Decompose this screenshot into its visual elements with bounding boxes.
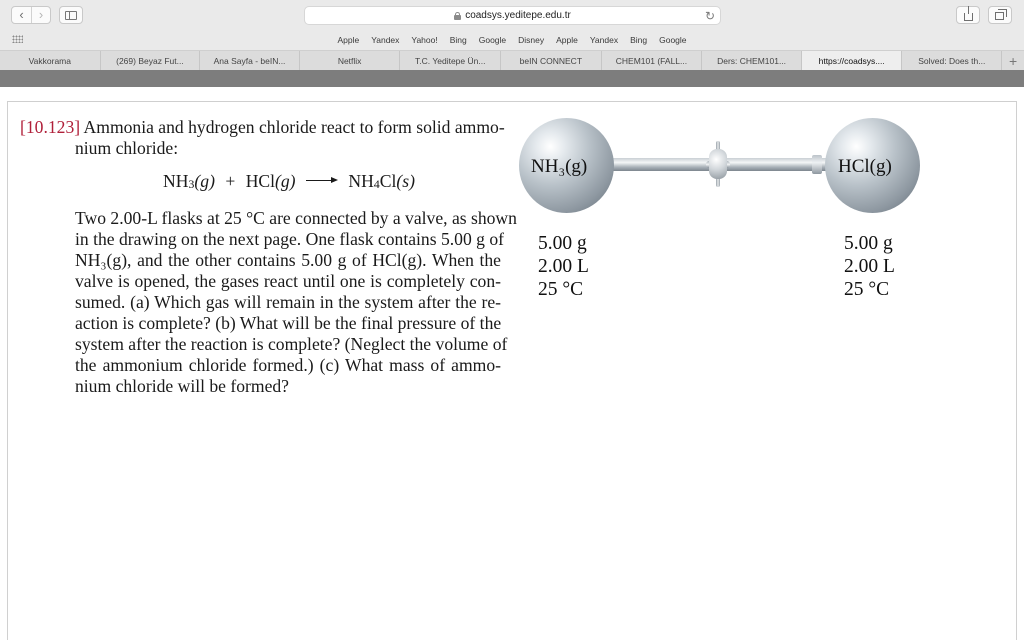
tab-bein-home[interactable]: Ana Sayfa - beIN... bbox=[200, 51, 300, 70]
page-top-strip bbox=[0, 70, 1024, 87]
problem-line: action is complete? (b) What will be the final pressure of the bbox=[75, 313, 502, 333]
equation-product-state: (s) bbox=[396, 171, 415, 191]
tab-yeditepe[interactable]: T.C. Yeditepe Ün... bbox=[400, 51, 501, 70]
bookmark-bing-2[interactable]: Bing bbox=[630, 34, 648, 45]
equation-reactant1: NH bbox=[163, 171, 189, 191]
flask-hcl-temp: 25 °C bbox=[844, 279, 890, 300]
problem-line: nium chloride will be formed? bbox=[75, 376, 289, 396]
flask-nh3-temp: 25 °C bbox=[538, 279, 584, 300]
problem-heading-line1: Ammonia and hydrogen chloride react to form solid ammo- bbox=[83, 117, 505, 137]
reaction-arrow-icon bbox=[306, 176, 338, 186]
bookmark-disney[interactable]: Disney bbox=[518, 34, 545, 45]
equation-product-tail: Cl bbox=[379, 171, 397, 191]
address-text: coadsys.yeditepe.edu.tr bbox=[465, 10, 571, 21]
flask-hcl-label: HCl(g) bbox=[838, 156, 892, 177]
bookmark-google[interactable]: Google bbox=[478, 34, 507, 45]
problem-number: [10.123] bbox=[20, 117, 81, 137]
flask-nh3-label: NH₃(g) bbox=[531, 156, 588, 177]
flask-nh3-mass: 5.00 g bbox=[538, 233, 587, 254]
navigation-buttons bbox=[11, 6, 51, 24]
equation-reactant2-state: (g) bbox=[275, 171, 296, 191]
chevron-right-icon[interactable]: › bbox=[31, 7, 50, 23]
tab-overview-icon bbox=[995, 12, 1004, 20]
bookmark-yandex-2[interactable]: Yandex bbox=[589, 34, 619, 45]
flask-hcl-mass: 5.00 g bbox=[844, 233, 893, 254]
bookmark-apple-2[interactable]: Apple bbox=[556, 34, 578, 45]
tab-solved[interactable]: Solved: Does th... bbox=[902, 51, 1002, 70]
problem-line: sumed. (a) Which gas will remain in the system after the re- bbox=[75, 292, 501, 312]
equation-reactant1-state: (g) bbox=[194, 171, 215, 191]
tube-joint-right bbox=[812, 155, 822, 174]
bookmarks-bar bbox=[0, 31, 1024, 48]
share-icon bbox=[964, 13, 973, 21]
bookmark-google-2[interactable]: Google bbox=[659, 34, 687, 45]
problem-line: valve is opened, the gases react until one is completely con- bbox=[75, 271, 501, 291]
bookmark-bing[interactable]: Bing bbox=[449, 34, 467, 45]
tab-netflix[interactable]: Netflix bbox=[300, 51, 401, 70]
share-button[interactable] bbox=[956, 6, 980, 24]
valve-icon bbox=[709, 149, 727, 179]
tab-bein-connect[interactable]: beIN CONNECT bbox=[501, 51, 602, 70]
equation-reactant1-subscript: 3 bbox=[188, 177, 195, 191]
tab-vakkorama[interactable]: Vakkorama bbox=[0, 51, 101, 70]
reaction-equation bbox=[163, 170, 415, 192]
flask-nh3-data bbox=[538, 232, 589, 301]
tab-bar bbox=[0, 50, 1024, 70]
reload-icon[interactable]: ↻ bbox=[704, 9, 715, 23]
problem-line: Two 2.00-L flasks at 25 °C are connected by a valve, as shown bbox=[75, 208, 517, 228]
problem-line: the ammonium chloride formed.) (c) What mass of ammo- bbox=[75, 355, 501, 375]
equation-reactant2: HCl bbox=[245, 171, 276, 191]
plus-icon[interactable]: + bbox=[1008, 52, 1018, 69]
tab-ders-chem101[interactable]: Ders: CHEM101... bbox=[702, 51, 802, 70]
problem-heading-line2: nium chloride: bbox=[75, 138, 179, 158]
problem-line: system after the reaction is complete? (Neglect the volume of bbox=[75, 334, 508, 354]
bookmark-yahoo[interactable]: Yahoo! bbox=[411, 34, 438, 45]
equation-plus: + bbox=[225, 171, 236, 191]
browser-chrome bbox=[0, 0, 1024, 70]
flask-nh3-volume: 2.00 L bbox=[538, 256, 589, 277]
chevron-left-icon[interactable]: ‹ bbox=[19, 7, 24, 22]
problem-heading bbox=[20, 117, 510, 159]
bookmark-apple[interactable]: Apple bbox=[337, 34, 360, 45]
sidebar-button[interactable] bbox=[59, 6, 83, 24]
sidebar-icon bbox=[65, 11, 77, 20]
problem-body bbox=[75, 208, 517, 397]
tab-chem101-fall[interactable]: CHEM101 (FALL... bbox=[602, 51, 703, 70]
lock-icon bbox=[454, 12, 461, 20]
tab-overview-button[interactable] bbox=[988, 6, 1012, 24]
equation-product: NH bbox=[348, 171, 374, 191]
flask-hcl-data bbox=[844, 232, 895, 301]
address-bar[interactable] bbox=[304, 6, 721, 25]
flasks-figure bbox=[516, 115, 926, 300]
problem-line: NH₃(g), and the other contains 5.00 g of HCl(g). When the bbox=[75, 250, 501, 270]
flask-hcl-volume: 2.00 L bbox=[844, 256, 895, 277]
frame-header-bar bbox=[7, 87, 1017, 102]
problem-line: in the drawing on the next page. One flask contains 5.00 g of bbox=[75, 229, 504, 249]
tab-beyaz-futbol[interactable]: (269) Beyaz Fut... bbox=[101, 51, 201, 70]
browser-toolbar bbox=[0, 0, 1024, 30]
tab-coadsys-active[interactable]: https://coadsys.... bbox=[802, 51, 903, 70]
bookmark-yandex[interactable]: Yandex bbox=[371, 34, 400, 45]
equation-product-subscript: 4 bbox=[373, 177, 380, 191]
